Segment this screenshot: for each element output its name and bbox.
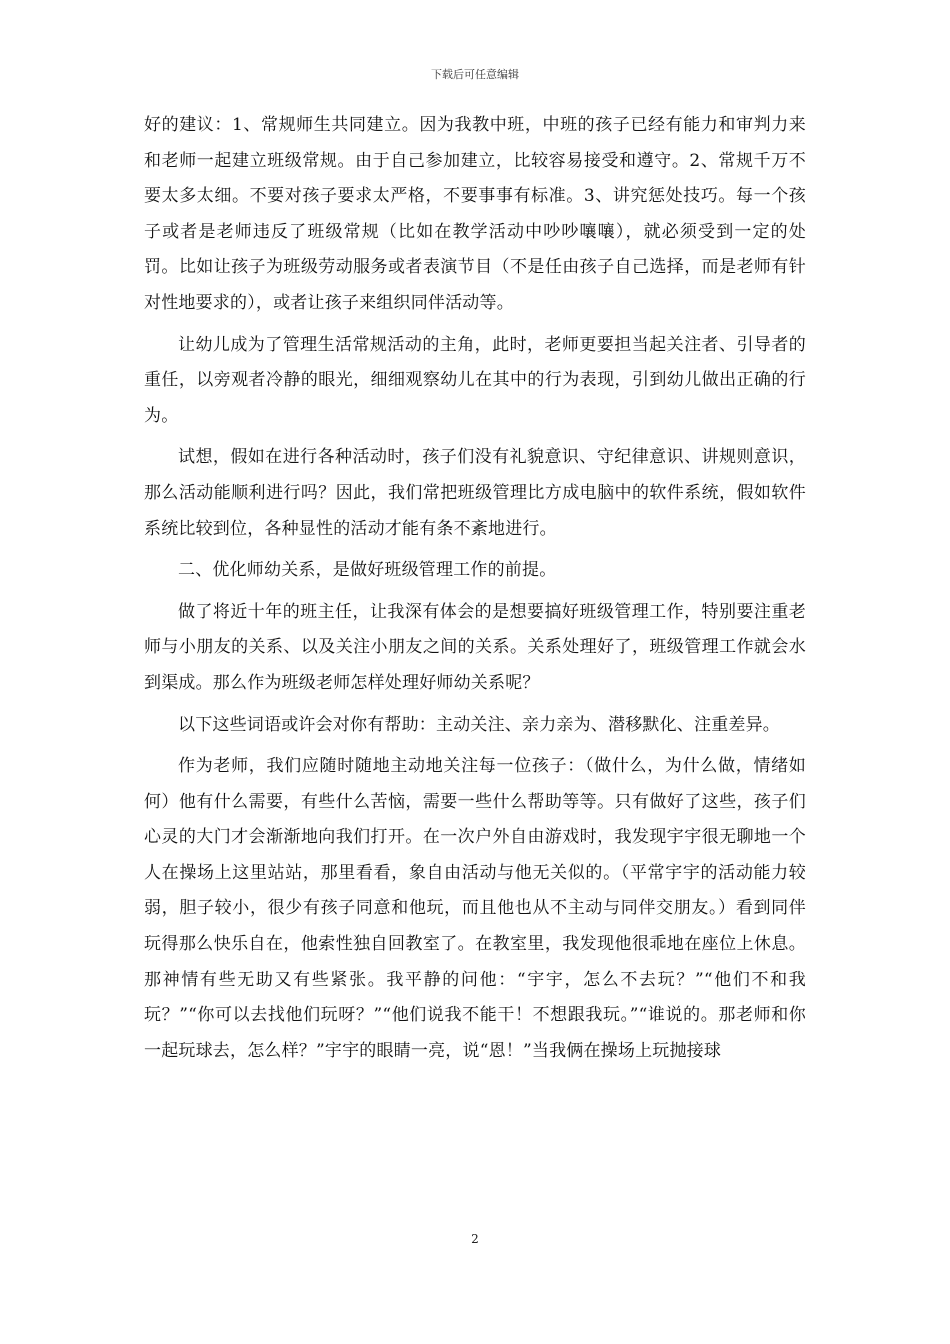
- document-body: [144, 108, 806, 1075]
- paragraph-2: 让幼儿成为了管理生活常规活动的主角，此时，老师更要担当起关注者、引导者的重任，以旁观者冷静的眼光，细细观察幼儿在其中的行为表现，引到幼儿做出正确的行为。: [144, 334, 806, 426]
- paragraph-6: 以下这些词语或许会对你有帮助：主动关注、亲力亲为、潜移默化、注重差异。: [178, 714, 780, 735]
- paragraph-7: 作为老师，我们应随时随地主动地关注每一位孩子：（做什么，为什么做，情绪如何）他有什么需要，有些什么苦恼，需要一些什么帮助等等。只有做好了这些，孩子们心灵的大门才会渐渐地向我们打开。在一次户外自由游戏时，我发现宇宇很无聊地一个人在操场上这里站站，那里看看，象自由活动与他无关似的。（平常宇宇的活动能力较弱，胆子较小，很少有孩子同意和他玩，而且他也从不主动与同伴交朋友。）看到同伴玩得那么快乐自在，他索性独自回教室了。在教室里，我发现他很乖地在座位上休息。那神情有些无助又有些紧张。我平静的问他：“宇宇，怎么不去玩？”“他们不和我玩？”“你可以去找他们玩呀？”“他们说我不能干！不想跟我玩。”“谁说的。那老师和你一起玩球去，怎么样？”宇宇的眼睛一亮，说“恩！”当我俩在操场上玩抛接球: [144, 756, 806, 1061]
- paragraph-5: 做了将近十年的班主任，让我深有体会的是想要搞好班级管理工作，特别要注重老师与小朋友的关系、以及关注小朋友之间的关系。关系处理好了，班级管理工作就会水到渠成。那么作为班级老师怎样处理好师幼关系呢？: [144, 601, 806, 693]
- paragraph-3: 试想，假如在进行各种活动时，孩子们没有礼貌意识、守纪律意识、讲规则意识，那么活动能顺利进行吗？因此，我们常把班级管理比方成电脑中的软件系统，假如软件系统比较到位，各种显性的活动才能有条不紊地进行。: [144, 447, 806, 539]
- paragraph-1: 好的建议：1、常规师生共同建立。因为我教中班，中班的孩子已经有能力和审判力来和老师一起建立班级常规。由于自己参加建立，比较容易接受和遵守。2、常规千万不要太多太细。不要对孩子要求太严格，不要事事有标准。3、讲究惩处技巧。每一个孩子或者是老师违反了班级常规（比如在教学活动中吵吵嚷嚷），就必须受到一定的处罚。比如让孩子为班级劳动服务或者表演节目（不是任由孩子自己选择，而是老师有针对性地要求的），或者让孩子来组织同伴活动等。: [144, 115, 806, 313]
- page-number: 2: [471, 1232, 479, 1246]
- section-heading-paragraph: 二、优化师幼关系，是做好班级管理工作的前提。: [178, 560, 557, 581]
- page-header: 下载后可任意编辑: [431, 68, 519, 81]
